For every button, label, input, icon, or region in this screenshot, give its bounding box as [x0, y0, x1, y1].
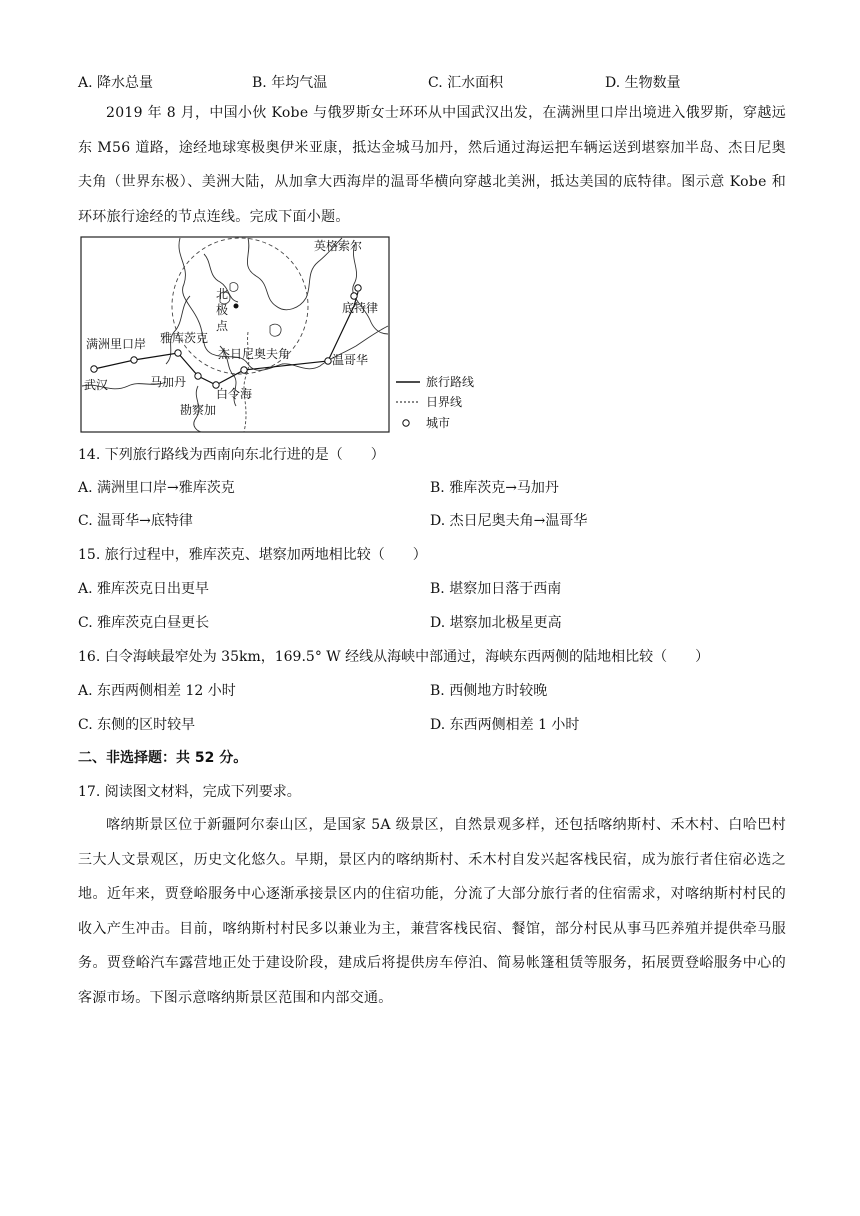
q16-option-a: A. 东西两侧相差 12 小时: [78, 683, 236, 699]
label-dezhnev: 杰日尼奥夫角: [218, 347, 291, 361]
section2-heading: 二、非选择题：共 52 分。: [78, 750, 248, 766]
city-dezhnev: [241, 367, 247, 373]
q16-stem: 16. 白令海峡最窄处为 35km，169.5° W 经线从海峡中部通过，海峡东西两侧的陆地相比较（ ）: [78, 649, 710, 665]
route-map-figure: [80, 236, 480, 436]
q13-option-a: A. 降水总量: [78, 75, 154, 91]
city-detroit: [351, 293, 357, 299]
map-legend: [396, 374, 474, 430]
q14-option-b: B. 雅库茨克→马加丹: [430, 480, 559, 496]
q16-option-c: C. 东侧的区时较早: [78, 717, 196, 733]
city-wuhan: [91, 366, 97, 372]
q14-option-a: A. 满洲里口岸→雅库茨克: [78, 480, 235, 496]
city-yakutsk: [175, 350, 181, 356]
legend-route: 旅行路线: [426, 375, 475, 389]
q15-stem: 15. 旅行过程中，雅库茨克、堪察加两地相比较（ ）: [78, 547, 427, 563]
q14-option-c: C. 温哥华→底特律: [78, 513, 193, 529]
intro-paragraph: 2019 年 8 月，中国小伙 Kobe 与俄罗斯女士环环从中国武汉出发，在满洲里口岸出境进入俄罗斯，穿越远东 M56 道路，途经地球寒极奥伊米亚康，抵达金城马加丹，然后通过海运把车辆运送到堪察加半岛、杰日尼奥夫角（世界东极）、美洲大陆，从加拿大西海岸的温哥华横向穿越北美洲，抵达美国的底特律。图示意 Kobe 和环环旅行途经的节点连线。完成下面小题。: [78, 105, 786, 225]
legend-dateline: 日界线: [426, 395, 463, 409]
label-wuhan: 武汉: [84, 378, 109, 392]
q14-stem: 14. 下列旅行路线为西南向东北行进的是（ ）: [78, 447, 385, 463]
q13-option-d: D. 生物数量: [605, 75, 681, 91]
legend-city: 城市: [426, 416, 451, 430]
label-ingersoll: 英格索尔: [314, 239, 363, 253]
label-yakutsk: 雅库茨克: [160, 331, 209, 345]
q16-option-b: B. 西侧地方时较晚: [430, 683, 548, 699]
label-bering: 白令海: [216, 387, 253, 401]
label-beiji-2: 极: [216, 303, 229, 317]
label-manzhouli: 满洲里口岸: [86, 337, 147, 351]
label-beiji-3: 点: [216, 319, 229, 333]
north-pole-dot: [234, 304, 239, 309]
city-manzhouli: [131, 357, 137, 363]
label-detroit: 底特律: [342, 301, 379, 315]
city-magadan: [195, 373, 201, 379]
label-beiji-1: 北: [216, 287, 229, 301]
q15-option-b: B. 堪察加日落于西南: [430, 581, 562, 597]
q15-option-a: A. 雅库茨克日出更早: [78, 581, 210, 597]
q14-option-d: D. 杰日尼奥夫角→温哥华: [430, 513, 588, 529]
q17-stem: 17. 阅读图文材料，完成下列要求。: [78, 784, 301, 800]
q17-paragraph: 喀纳斯景区位于新疆阿尔泰山区，是国家 5A 级景区，自然景观多样，还包括喀纳斯村、禾木村、白哈巴村三大人文景观区，历史文化悠久。早期，景区内的喀纳斯村、禾木村自发兴起客栈民宿，成为旅行者住宿必选之地。近年来，贾登峪服务中心逐渐承接景区内的住宿功能，分流了大部分旅行者的住宿需求，对喀纳斯村村民的收入产生冲击。目前，喀纳斯村村民多以兼业为主，兼营客栈民宿、餐馆，部分村民从事马匹养殖并提供牵马服务。贾登峪汽车露营地正处于建设阶段，建成后将提供房车停泊、简易帐篷租赁等服务，拓展贾登峪服务中心的客源市场。下图示意喀纳斯景区范围和内部交通。: [78, 817, 786, 1006]
route-map: [80, 236, 480, 436]
q13-option-b: B. 年均气温: [252, 75, 328, 91]
label-vancouver: 温哥华: [332, 353, 369, 367]
label-magadan: 马加丹: [150, 375, 187, 389]
label-kamchatka: 勘察加: [180, 403, 217, 417]
q16-option-d: D. 东西两侧相差 1 小时: [430, 717, 580, 733]
q15-option-d: D. 堪察加北极星更高: [430, 615, 562, 631]
city-vancouver: [325, 358, 331, 364]
q15-option-c: C. 雅库茨克白昼更长: [78, 615, 210, 631]
city-ingersoll: [355, 285, 361, 291]
q13-options: [78, 72, 778, 94]
q13-option-c: C. 汇水面积: [428, 75, 504, 91]
